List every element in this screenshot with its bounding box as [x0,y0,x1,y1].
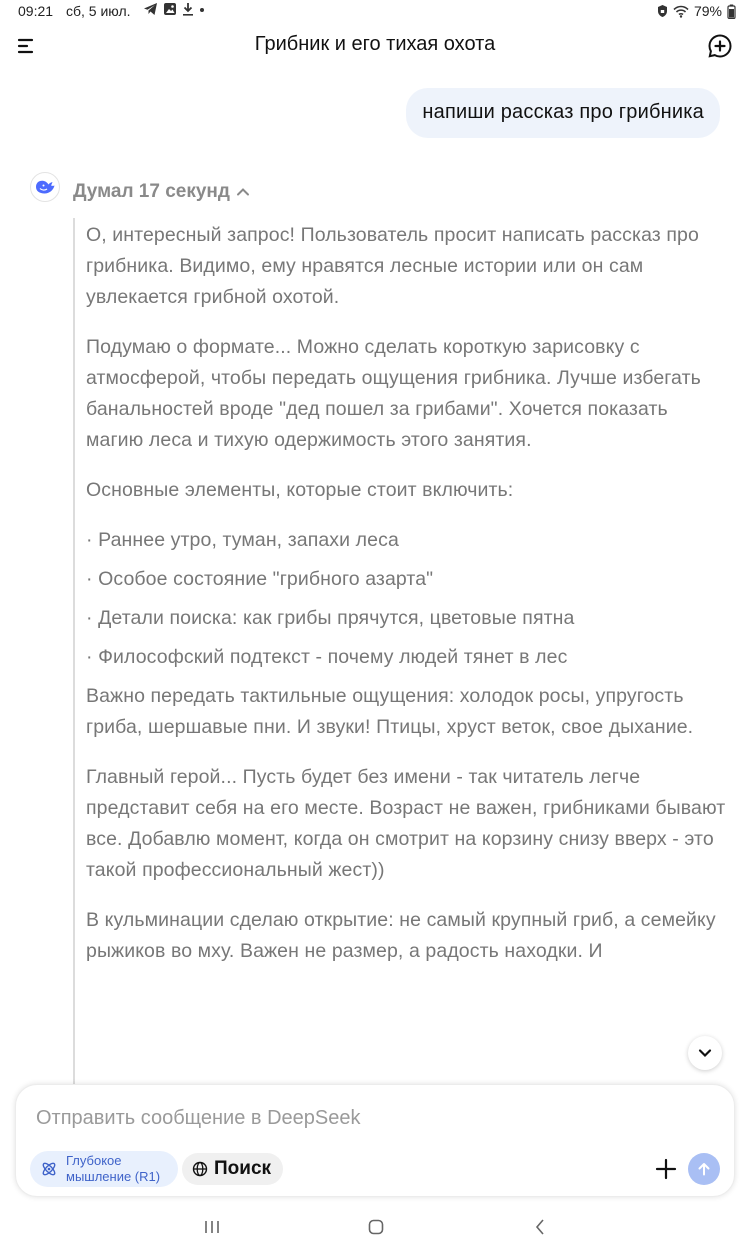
download-icon [182,2,194,16]
deep-thinking-label: Глубокое мышление (R1) [66,1153,161,1184]
status-date: сб, 5 июл. [66,3,131,19]
message-composer [15,1084,735,1197]
more-notifications-icon [199,2,205,16]
scroll-to-bottom-button[interactable] [688,1036,722,1070]
search-label: Поиск [214,1158,272,1179]
plus-icon [655,1158,677,1180]
battery-icon [727,4,736,19]
system-nav-bar [0,1205,750,1250]
thought-bullet: · Особое состояние "грибного азарта" [86,568,434,590]
thought-toggle[interactable] [73,181,250,203]
thought-paragraph: О, интересный запрос! Пользователь просит написать рассказ про грибника. Видимо, ему нравятся лесные истории или он сам увлекается грибной охотой. [86,224,699,308]
gallery-icon [163,2,177,16]
back-button[interactable] [525,1215,555,1239]
thought-duration: Думал 17 секунд [73,181,230,202]
thought-paragraph: В кульминации сделаю открытие: не самый крупный гриб, а семейку рыжиков во мху. Важен не размер, а радость находки. И [86,909,716,962]
thought-paragraph: Главный герой... Пусть будет без имени - так читатель легче представит себя на его месте. Возраст не важен, грибниками бывают все. Добавлю момент, когда он смотрит на корзину снизу вверх - это такой профессиональный жест)) [86,766,726,881]
notification-icons [143,2,205,16]
search-toggle[interactable] [182,1153,283,1185]
recent-apps-button[interactable] [197,1215,227,1239]
battery-level: 79% [693,3,722,19]
new-chat-button[interactable] [706,32,734,60]
thought-paragraph: Важно передать тактильные ощущения: холодок росы, упругость гриба, шершавые пни. И звуки! Птицы, хруст веток, свое дыхание. [86,685,694,738]
thought-content [86,220,726,1082]
atom-icon [40,1160,58,1178]
attach-button[interactable] [652,1155,680,1183]
status-time: 09:21 [18,3,54,19]
globe-icon [192,1161,208,1177]
arrow-up-icon [696,1161,712,1177]
wifi-icon [673,5,689,18]
status-right [657,3,736,19]
thought-divider [73,218,75,1088]
thought-paragraph: Основные элементы, которые стоит включить: [86,479,514,501]
thought-bullet: · Детали поиска: как грибы прячутся, цветовые пятна [86,607,575,629]
thought-bullet: · Философский подтекст - почему людей тянет в лес [86,646,568,668]
deepseek-logo [30,172,60,202]
thought-paragraph: Подумаю о формате... Можно сделать короткую зарисовку с атмосферой, чтобы передать ощущения грибника. Лучше избегать банальностей вроде "дед пошел за грибами". Хочется показать магию леса и тихую одержимость этого занятия. [86,336,701,451]
send-button[interactable] [688,1153,720,1185]
recent-apps-icon [203,1219,221,1235]
app-header [0,24,750,68]
telegram-icon [143,2,158,16]
deep-thinking-toggle[interactable] [30,1151,178,1187]
message-input[interactable] [36,1105,656,1131]
home-icon [367,1218,385,1236]
security-icon [657,4,668,18]
chat-title: Грибник и его тихая охота [254,33,496,55]
user-message: напиши рассказ про грибника [406,88,720,138]
chevron-down-icon [698,1048,712,1058]
new-chat-icon [706,32,734,60]
whale-logo-icon [34,178,56,196]
chevron-up-icon [236,187,250,197]
thought-bullet: · Раннее утро, туман, запахи леса [86,529,399,551]
back-icon [533,1218,547,1236]
status-bar [0,0,750,24]
home-button[interactable] [361,1215,391,1239]
